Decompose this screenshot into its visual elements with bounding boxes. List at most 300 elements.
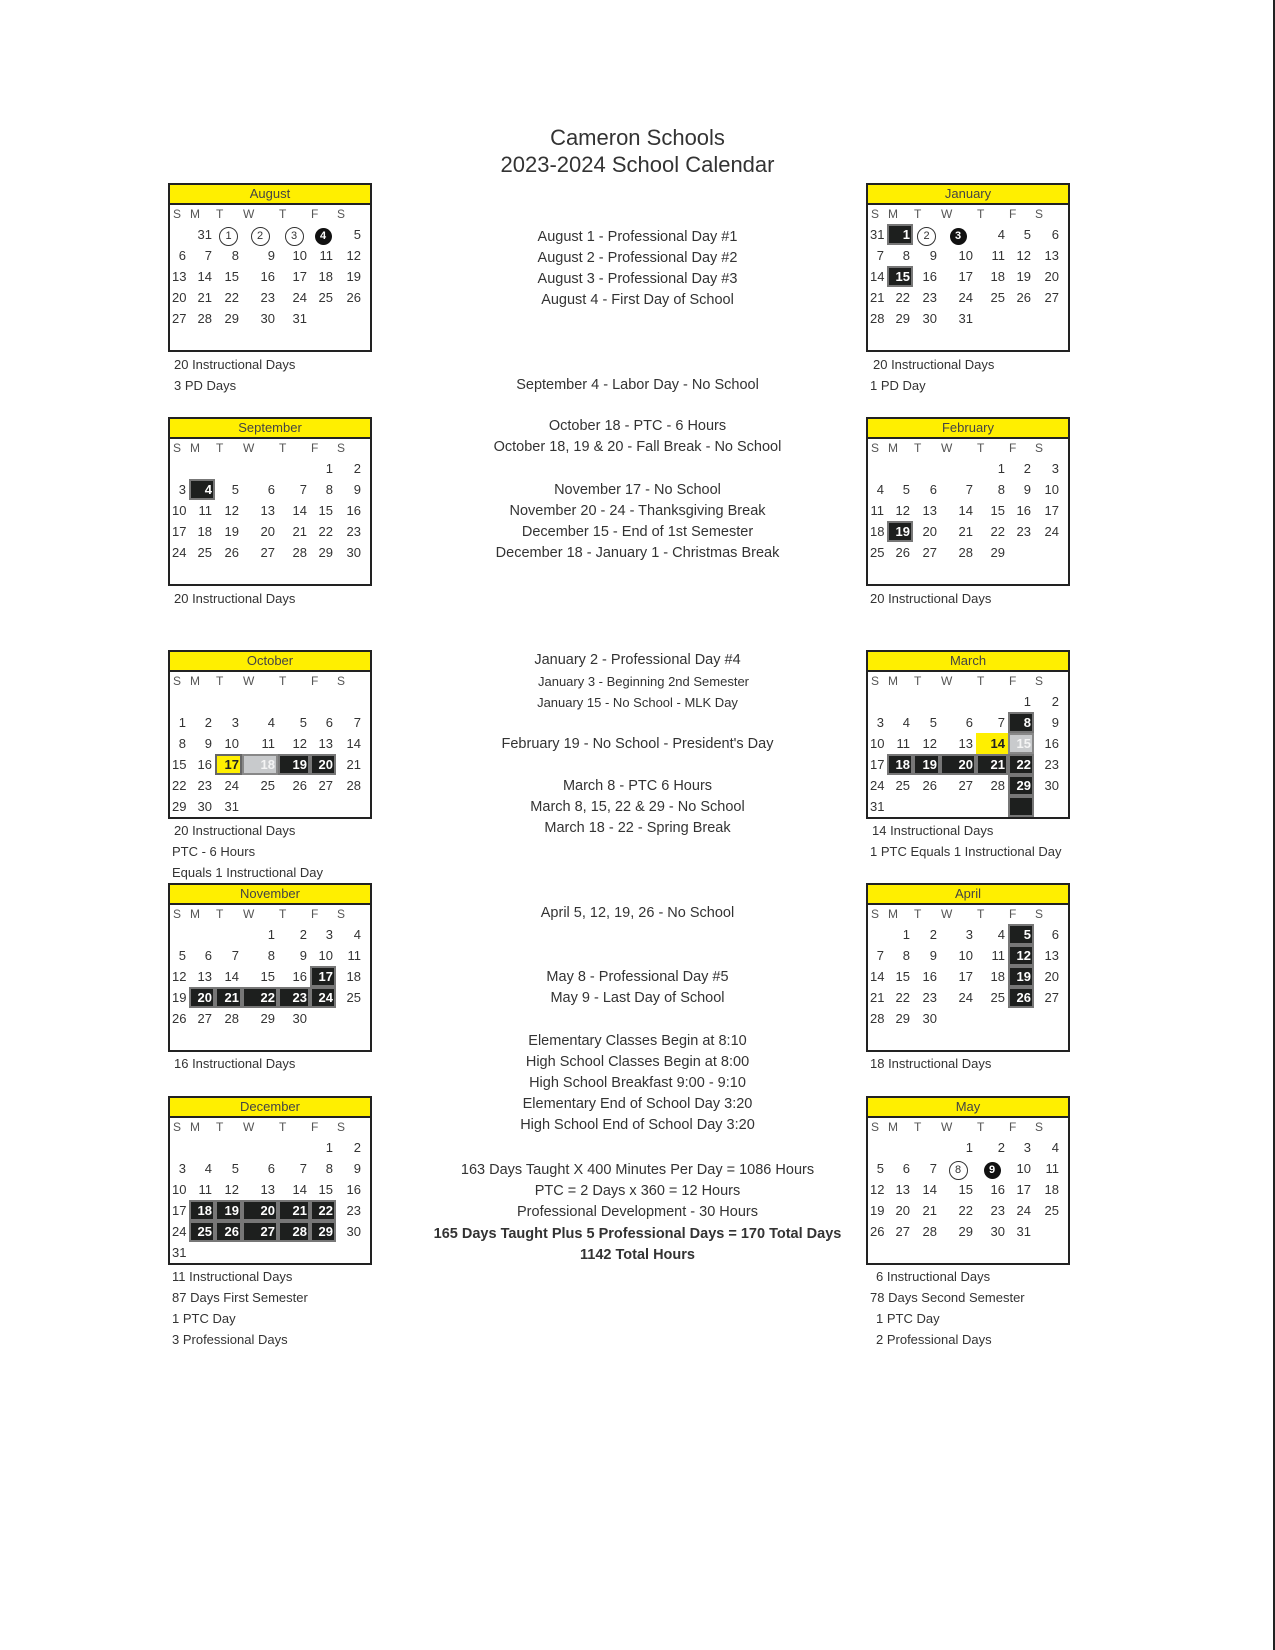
calendar-day: 1 — [325, 1140, 333, 1155]
calendar-day: 24 — [870, 778, 885, 793]
day-grid — [868, 672, 1068, 817]
calendar-day: 5 — [902, 482, 910, 497]
calendar-day — [278, 691, 310, 712]
calendar-day — [278, 329, 310, 350]
april-notes — [870, 1053, 991, 1074]
calendar-day: 23 — [1016, 524, 1031, 539]
calendar-day: 8 — [178, 736, 186, 751]
calendar-day — [870, 563, 887, 584]
calendar-day — [976, 796, 1008, 817]
calendar-day: 14 — [292, 503, 307, 518]
event-item: January 3 - Beginning 2nd Semester — [537, 674, 749, 689]
weekday-label: S — [871, 674, 880, 688]
calendar-day: 19 — [887, 521, 913, 542]
calendar-day: 12 — [895, 503, 910, 518]
note-instructional-days: 20 Instructional Days — [174, 591, 296, 606]
calendar-day: 5 — [231, 1161, 239, 1176]
events-group-schedule — [400, 1031, 875, 1136]
weekday-label: T — [279, 441, 287, 455]
event-item: High School Breakfast 9:00 - 9:10 — [529, 1075, 746, 1091]
calendar-day — [913, 458, 940, 479]
calendar-day: 7 — [204, 248, 212, 263]
calendar-day: 25 — [1044, 1203, 1059, 1218]
weekday-label: W — [941, 441, 953, 455]
calendar-day: 2 — [913, 224, 940, 245]
event-item: November 17 - No School — [554, 482, 721, 498]
note-instructional-days: 18 Instructional Days — [870, 1056, 992, 1071]
calendar-day: 17 — [870, 757, 885, 772]
calendar-day: 27 — [242, 1221, 278, 1242]
calendar-day: 11 — [1045, 1161, 1059, 1176]
calendar-day: 5 — [876, 1161, 884, 1176]
calendar-day: 18 — [197, 524, 212, 539]
calendar-day: 20 — [1044, 269, 1059, 284]
calendar-day — [242, 1029, 278, 1050]
events-group-nov-dec — [400, 480, 875, 564]
total-hours: 1142 Total Hours — [580, 1247, 695, 1263]
calendar-day: 15 — [318, 1182, 333, 1197]
calendar-day: 4 — [876, 482, 884, 497]
calendar-day: 17 — [292, 269, 307, 284]
calendar-day: 17 — [172, 524, 187, 539]
calendar-day — [242, 458, 278, 479]
calendar-day: 6 — [1051, 227, 1059, 242]
events-group-september — [400, 375, 875, 396]
calendar-day: 17 — [958, 269, 973, 284]
day-grid — [170, 439, 370, 584]
calendar-day: 9 — [267, 248, 275, 263]
event-item: High School End of School Day 3:20 — [520, 1117, 755, 1133]
weekday-label: T — [279, 674, 287, 688]
weekday-label: S — [1035, 674, 1044, 688]
calendar-day: 12 — [346, 248, 361, 263]
calendar-day: 16 — [260, 269, 275, 284]
calendar-day — [215, 329, 242, 350]
calendar-day: 10 — [292, 248, 307, 263]
weekday-label: S — [337, 907, 346, 921]
events-group-may — [400, 967, 875, 1009]
calendar-day: 3 — [1023, 1140, 1031, 1155]
calendar-day — [940, 796, 976, 817]
calendar-day: 16 — [197, 757, 212, 772]
calendar-day: 30 — [922, 1011, 937, 1026]
calendar-day: 29 — [990, 545, 1005, 560]
weekday-label: S — [1035, 207, 1044, 221]
calendar-day: 11 — [991, 948, 1005, 963]
calendar-day — [172, 458, 189, 479]
calendar-day: 2 — [242, 224, 278, 245]
calendar-day: 31 — [224, 799, 239, 814]
calendar-day: 11 — [896, 736, 910, 751]
calendar-day: 26 — [224, 545, 239, 560]
calendar-day: 20 — [242, 1200, 278, 1221]
calendar-day: 5 — [353, 227, 361, 242]
calendar-day — [976, 1029, 1008, 1050]
weekday-label: F — [1009, 441, 1017, 455]
weekday-label: S — [337, 1120, 346, 1134]
calendar-day: 5 — [1008, 924, 1034, 945]
weekday-label: M — [190, 1120, 200, 1134]
note-instructional-days: 20 Instructional Days — [870, 591, 992, 606]
note-pd-days: 3 PD Days — [174, 378, 237, 393]
weekday-label: S — [337, 674, 346, 688]
note-professional-days: 3 Professional Days — [172, 1332, 288, 1347]
weekday-label: T — [977, 674, 985, 688]
calendar-day — [1034, 329, 1062, 350]
weekday-label: T — [977, 207, 985, 221]
calendar-day: 6 — [204, 948, 212, 963]
calendar-day — [189, 1029, 215, 1050]
calendar-day: 15 — [895, 969, 910, 984]
calendar-day: 13 — [922, 503, 937, 518]
weekday-label: W — [243, 1120, 255, 1134]
event-item: October 18, 19 & 20 - Fall Break - No School — [493, 439, 782, 455]
calendar-day: 26 — [292, 778, 307, 793]
calendar-day: 20 — [922, 524, 937, 539]
calendar-day: 15 — [990, 503, 1005, 518]
calendar-day — [242, 329, 278, 350]
calendar-day: 2 — [353, 1140, 361, 1155]
calendar-day: 21 — [870, 990, 885, 1005]
calendar-day — [940, 1242, 976, 1263]
weekday-label: S — [1035, 907, 1044, 921]
calendar-day — [336, 1029, 364, 1050]
calendar-day: 9 — [929, 248, 937, 263]
march-notes — [870, 820, 1061, 862]
calendar-day: 4 — [310, 224, 336, 245]
calendar-day: 5 — [231, 482, 239, 497]
calendar-day — [913, 329, 940, 350]
calendar-day: 8 — [231, 248, 239, 263]
calendar-day: 23 — [990, 1203, 1005, 1218]
note-instructional-days: 6 Instructional Days — [876, 1269, 991, 1284]
calendar-day: 4 — [267, 715, 275, 730]
calendar-day — [1034, 1008, 1062, 1029]
calendar-day: 14 — [197, 269, 212, 284]
event-item: August 2 - Professional Day #2 — [537, 250, 738, 266]
weekday-label: S — [173, 674, 182, 688]
month-header: April — [868, 885, 1068, 905]
calendar-day: 10 — [958, 248, 973, 263]
weekday-label: T — [914, 207, 922, 221]
calendar-day: 21 — [976, 754, 1008, 775]
calendar-day: 23 — [922, 990, 937, 1005]
calendar-day — [242, 691, 278, 712]
calendar-day: 27 — [958, 778, 973, 793]
note-second-semester: 78 Days Second Semester — [870, 1290, 1025, 1305]
month-header: November — [170, 885, 370, 905]
note-instructional-days: 20 Instructional Days — [174, 823, 296, 838]
calendar-day — [1034, 1221, 1062, 1242]
day-grid — [868, 905, 1068, 1050]
calendar-november — [168, 883, 372, 1052]
calendar-day: 9 — [976, 1158, 1008, 1179]
weekday-label: T — [977, 907, 985, 921]
calendar-day — [887, 1137, 913, 1158]
calendar-day — [870, 458, 887, 479]
calendar-day: 30 — [292, 1011, 307, 1026]
calendar-day: 1 — [1023, 694, 1031, 709]
calendar-day: 9 — [204, 736, 212, 751]
calendar-day — [278, 458, 310, 479]
calendar-september — [168, 417, 372, 586]
calendar-day: 6 — [325, 715, 333, 730]
note-instructional-days: 20 Instructional Days — [174, 357, 296, 372]
calendar-day: 24 — [958, 290, 973, 305]
calendar-day — [172, 224, 189, 245]
calendar-day — [1034, 563, 1062, 584]
calendar-day: 14 — [346, 736, 361, 751]
calendar-day: 25 — [870, 545, 885, 560]
calendar-title: 2023-2024 School Calendar — [500, 152, 775, 177]
weekday-label: M — [190, 907, 200, 921]
weekday-label: T — [216, 907, 224, 921]
note-first-semester: 87 Days First Semester — [172, 1290, 308, 1305]
calendar-day: 10 — [1044, 482, 1059, 497]
calendar-day: 6 — [1051, 927, 1059, 942]
weekday-label: T — [216, 674, 224, 688]
calendar-day: 4 — [353, 927, 361, 942]
calendar-day: 26 — [1016, 290, 1031, 305]
calendar-day — [1008, 1029, 1034, 1050]
calendar-day: 29 — [260, 1011, 275, 1026]
weekday-label: T — [216, 441, 224, 455]
calendar-day — [242, 563, 278, 584]
calendar-day: 8 — [902, 948, 910, 963]
calendar-day: 10 — [870, 736, 885, 751]
calendar-day: 4 — [1051, 1140, 1059, 1155]
calendar-day: 12 — [292, 736, 307, 751]
calendar-day — [189, 563, 215, 584]
calendar-day: 22 — [990, 524, 1005, 539]
calendar-day: 8 — [267, 948, 275, 963]
calendar-day: 21 — [870, 290, 885, 305]
calendar-day: 11 — [347, 948, 361, 963]
weekday-label: T — [279, 207, 287, 221]
calendar-day: 29 — [895, 311, 910, 326]
weekday-label: M — [888, 674, 898, 688]
calendar-day — [172, 1029, 189, 1050]
calendar-day: 9 — [299, 948, 307, 963]
calendar-day: 9 — [1023, 482, 1031, 497]
calendar-day: 19 — [1008, 966, 1034, 987]
total-days: 165 Days Taught Plus 5 Professional Days = 170 Total Days — [433, 1226, 842, 1242]
calendar-day: 10 — [318, 948, 333, 963]
calendar-day — [870, 924, 887, 945]
calendar-day — [242, 796, 278, 817]
calendar-day: 20 — [1044, 969, 1059, 984]
october-notes — [172, 820, 323, 883]
calendar-day: 21 — [215, 987, 242, 1008]
calendar-day: 22 — [224, 290, 239, 305]
calendar-day: 6 — [178, 248, 186, 263]
calendar-day: 29 — [1008, 775, 1034, 796]
calendar-day: 16 — [922, 269, 937, 284]
calendar-day: 24 — [224, 778, 239, 793]
calendar-day — [189, 458, 215, 479]
calendar-day: 13 — [260, 1182, 275, 1197]
calendar-day: 3 — [178, 1161, 186, 1176]
weekday-label: F — [311, 441, 319, 455]
calendar-day: 20 — [895, 1203, 910, 1218]
calendar-day: 7 — [997, 715, 1005, 730]
calendar-day: 15 — [1008, 733, 1034, 754]
calendar-day — [887, 329, 913, 350]
calendar-day: 12 — [224, 1182, 239, 1197]
weekday-label: M — [888, 907, 898, 921]
weekday-label: T — [914, 1120, 922, 1134]
calendar-day — [336, 796, 364, 817]
weekday-label: F — [311, 674, 319, 688]
calendar-day: 19 — [172, 990, 187, 1005]
event-item: January 2 - Professional Day #4 — [534, 652, 741, 668]
month-header: January — [868, 185, 1068, 205]
note-instructional-days: 16 Instructional Days — [174, 1056, 296, 1071]
calendar-day: 19 — [1016, 269, 1031, 284]
calendar-day: 25 — [990, 990, 1005, 1005]
day-grid — [170, 672, 370, 817]
events-group-hours — [400, 1160, 875, 1223]
calendar-day: 19 — [346, 269, 361, 284]
weekday-label: M — [190, 674, 200, 688]
event-item: May 9 - Last Day of School — [550, 990, 725, 1006]
calendar-day: 16 — [346, 503, 361, 518]
calendar-day — [310, 308, 336, 329]
calendar-day — [1008, 563, 1034, 584]
calendar-day: 18 — [870, 524, 885, 539]
weekday-label: S — [871, 1120, 880, 1134]
calendar-day: 27 — [922, 545, 937, 560]
month-header: December — [170, 1098, 370, 1118]
calendar-day: 11 — [198, 503, 212, 518]
calendar-day: 17 — [1044, 503, 1059, 518]
calendar-day: 29 — [172, 799, 187, 814]
calendar-day: 31 — [870, 227, 885, 242]
calendar-day: 16 — [990, 1182, 1005, 1197]
calendar-day — [940, 563, 976, 584]
calendar-day: 2 — [204, 715, 212, 730]
calendar-day — [336, 308, 364, 329]
weekday-label: T — [977, 441, 985, 455]
note-instructional-days: 11 Instructional Days — [172, 1269, 293, 1284]
calendar-day: 17 — [958, 969, 973, 984]
note-ptc-equals: Equals 1 Instructional Day — [172, 865, 324, 880]
calendar-day — [215, 691, 242, 712]
calendar-day: 25 — [346, 990, 361, 1005]
calendar-day — [172, 691, 189, 712]
month-header: October — [170, 652, 370, 672]
calendar-day: 6 — [965, 715, 973, 730]
calendar-day — [242, 1137, 278, 1158]
weekday-label: F — [1009, 207, 1017, 221]
calendar-day: 26 — [346, 290, 361, 305]
weekday-label: S — [871, 441, 880, 455]
calendar-day: 14 — [870, 969, 885, 984]
calendar-day: 19 — [913, 754, 940, 775]
calendar-february — [866, 417, 1070, 586]
weekday-label: T — [279, 907, 287, 921]
calendar-day: 24 — [958, 990, 973, 1005]
calendar-day: 14 — [224, 969, 239, 984]
calendar-day — [310, 796, 336, 817]
calendar-day: 14 — [922, 1182, 937, 1197]
calendar-day: 21 — [197, 290, 212, 305]
calendar-day: 28 — [278, 1221, 310, 1242]
calendar-day: 4 — [204, 1161, 212, 1176]
calendar-day: 13 — [318, 736, 333, 751]
calendar-day: 30 — [346, 545, 361, 560]
calendar-day: 24 — [1016, 1203, 1031, 1218]
calendar-day — [976, 1008, 1008, 1029]
calendar-day: 7 — [299, 482, 307, 497]
events-group-march — [400, 776, 875, 839]
event-item: August 3 - Professional Day #3 — [537, 271, 738, 287]
calendar-day: 8 — [997, 482, 1005, 497]
calendar-day — [1034, 1029, 1062, 1050]
day-grid — [868, 205, 1068, 350]
calendar-day: 25 — [990, 290, 1005, 305]
calendar-day: 3 — [940, 224, 976, 245]
calendar-day: 10 — [224, 736, 239, 751]
calendar-day: 17 — [310, 966, 336, 987]
day-grid — [868, 1118, 1068, 1263]
calendar-day: 10 — [958, 948, 973, 963]
calendar-day: 6 — [902, 1161, 910, 1176]
calendar-day — [242, 1242, 278, 1263]
calendar-day: 20 — [260, 524, 275, 539]
weekday-label: T — [914, 674, 922, 688]
calendar-day — [1008, 1242, 1034, 1263]
calendar-day: 1 — [178, 715, 186, 730]
weekday-label: T — [977, 1120, 985, 1134]
calendar-day — [913, 796, 940, 817]
calendar-day: 15 — [260, 969, 275, 984]
weekday-label: W — [243, 674, 255, 688]
february-notes — [870, 588, 991, 609]
page-title — [0, 124, 1275, 178]
january-notes — [870, 354, 994, 396]
calendar-day: 1 — [997, 461, 1005, 476]
calendar-december — [168, 1096, 372, 1265]
weekday-label: M — [190, 207, 200, 221]
calendar-day: 26 — [215, 1221, 242, 1242]
calendar-day: 15 — [224, 269, 239, 284]
note-ptc-day: 1 PTC Day — [876, 1311, 940, 1326]
weekday-label: T — [216, 207, 224, 221]
calendar-day: 7 — [299, 1161, 307, 1176]
calendar-day — [913, 691, 940, 712]
calendar-day — [976, 1242, 1008, 1263]
month-header: March — [868, 652, 1068, 672]
weekday-label: F — [1009, 674, 1017, 688]
event-item: February 19 - No School - President's Day — [501, 736, 774, 752]
calendar-day: 2 — [1023, 461, 1031, 476]
weekday-label: T — [279, 1120, 287, 1134]
weekday-label: W — [941, 907, 953, 921]
weekday-label: F — [311, 207, 319, 221]
calendar-day: 22 — [318, 524, 333, 539]
calendar-day: 11 — [198, 1182, 212, 1197]
calendar-day: 11 — [261, 736, 275, 751]
calendar-day — [940, 329, 976, 350]
calendar-day — [310, 563, 336, 584]
event-item: March 18 - 22 - Spring Break — [544, 820, 731, 836]
calendar-day: 23 — [1044, 757, 1059, 772]
calendar-day — [278, 563, 310, 584]
calendar-day — [215, 1137, 242, 1158]
calendar-day: 22 — [242, 987, 278, 1008]
calendar-day — [1034, 796, 1062, 817]
